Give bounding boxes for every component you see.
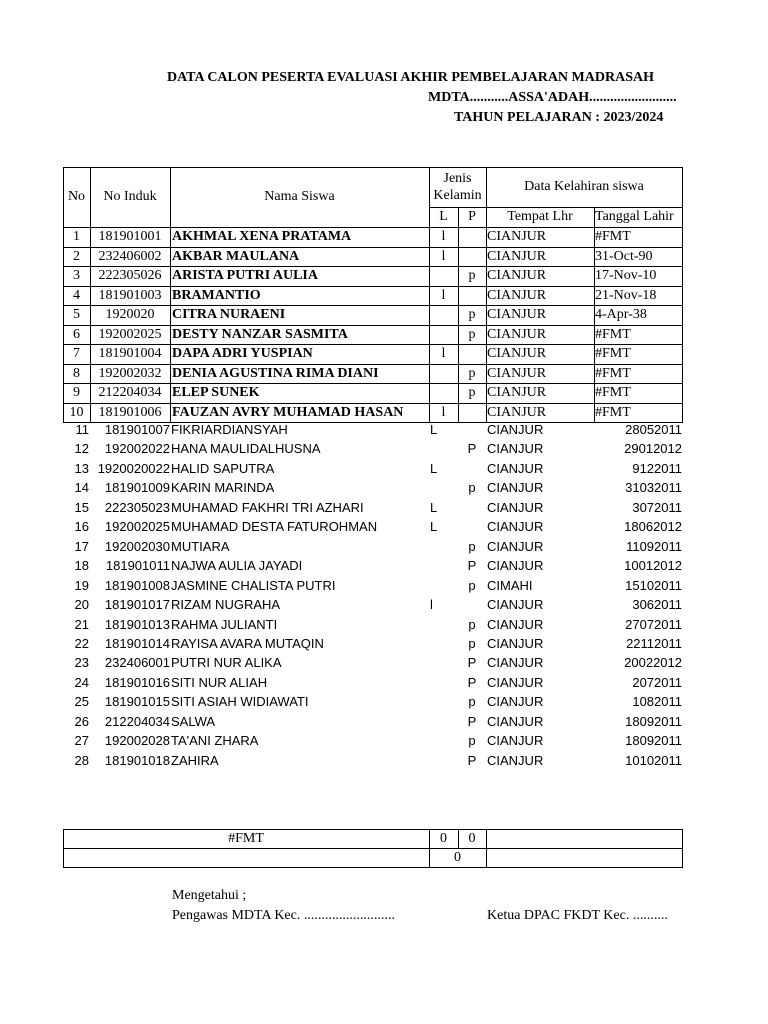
row-gender-l	[429, 325, 458, 345]
plain-row-tanggal: 10102011	[625, 753, 682, 768]
plain-row-no: 12	[74, 441, 89, 456]
row-gender-l: l	[441, 288, 446, 303]
plain-row-tanggal: 22112011	[626, 636, 682, 651]
plain-row-no: 22	[74, 636, 89, 651]
plain-row-nama: TA'ANI ZHARA	[171, 733, 259, 748]
plain-row-tempat: CIANJUR	[487, 519, 544, 534]
plain-row-tempat: CIANJUR	[487, 500, 544, 515]
col-header-nama: Nama Siswa	[264, 189, 335, 204]
plain-row-tempat: CIANJUR	[487, 422, 544, 437]
plain-row-no-induk: 181901009	[104, 480, 170, 495]
plain-row-tanggal: 11092011	[626, 539, 682, 554]
col-border	[63, 167, 64, 423]
plain-row-gender-p	[458, 595, 486, 614]
row-no: 6	[73, 327, 80, 342]
row-no-induk: 181901001	[98, 229, 162, 244]
plain-row-tanggal: 18092011	[625, 733, 682, 748]
row-tanggal: 4-Apr-38	[595, 307, 647, 322]
row-nama: FAUZAN AVRY MUHAMAD HASAN	[172, 405, 404, 420]
plain-row-nama: JASMINE CHALISTA PUTRI	[171, 578, 336, 593]
col-header-jenis: Jenis	[443, 171, 472, 186]
plain-row-gender-p: p	[468, 694, 476, 709]
plain-row-gender-l: L	[430, 519, 438, 534]
plain-row-tanggal: 18062012	[624, 519, 682, 534]
row-tanggal: 17-Nov-10	[595, 268, 657, 283]
plain-row-gender-p: p	[468, 636, 476, 651]
mengetahui-label: Mengetahui ;	[172, 888, 247, 903]
col-border	[170, 167, 171, 423]
row-gender-p: p	[468, 268, 476, 283]
plain-row-tempat: CIANJUR	[487, 539, 544, 554]
plain-row-gender-l	[430, 478, 450, 497]
row-tanggal: #FMT	[595, 229, 631, 244]
row-tempat: CIANJUR	[487, 385, 547, 400]
doc-title-line1: DATA CALON PESERTA EVALUASI AKHIR PEMBELAJARAN MADRASAH	[167, 70, 654, 85]
row-nama: DAPA ADRI YUSPIAN	[172, 346, 313, 361]
plain-row-gender-l	[430, 731, 450, 750]
plain-row-no-induk: 181901011	[105, 558, 170, 573]
col-header-l: L	[439, 209, 448, 224]
plain-row-gender-p: P	[467, 675, 477, 690]
row-tanggal: 21-Nov-18	[595, 288, 657, 303]
summary-label: #FMT	[228, 831, 264, 846]
plain-row-nama: RAHMA JULIANTI	[171, 617, 278, 632]
plain-row-gender-l	[430, 576, 450, 595]
plain-row-no-induk: 181901014	[104, 636, 170, 651]
plain-row-gender-p	[458, 420, 486, 439]
plain-row-no: 24	[74, 675, 89, 690]
plain-row-nama: MUHAMAD DESTA FATUROHMAN	[171, 519, 378, 534]
row-tempat: CIANJUR	[487, 346, 547, 361]
row-tanggal: #FMT	[595, 366, 631, 381]
plain-row-gender-p: P	[467, 558, 477, 573]
plain-row-nama: SITI ASIAH WIDIAWATI	[171, 694, 309, 709]
col-header-kelamin: Kelamin	[433, 188, 482, 203]
plain-row-no: 23	[74, 655, 89, 670]
row-gender-p	[458, 247, 486, 267]
row-gender-l: l	[441, 405, 446, 420]
col-header-data-kelahiran: Data Kelahiran siswa	[524, 179, 644, 194]
plain-row-nama: KARIN MARINDA	[171, 480, 275, 495]
plain-row-tanggal: 1082011	[632, 694, 682, 709]
col-border	[486, 167, 487, 423]
col-header-p: P	[468, 209, 476, 224]
plain-row-no-induk: 192002030	[104, 539, 170, 554]
plain-row-no: 17	[74, 539, 89, 554]
plain-row-no-induk: 192002022	[104, 441, 170, 456]
row-gender-p	[458, 344, 486, 364]
col-border	[429, 167, 430, 423]
summary-mid-border	[63, 848, 683, 849]
row-gender-p: p	[468, 366, 476, 381]
plain-row-nama: RIZAM NUGRAHA	[171, 597, 281, 612]
plain-row-gender-l: L	[430, 500, 438, 515]
row-nama: DENIA AGUSTINA RIMA DIANI	[172, 366, 379, 381]
plain-row-gender-l	[430, 556, 450, 575]
plain-row-gender-l	[430, 692, 450, 711]
row-no-induk: 232406002	[98, 249, 162, 264]
row-nama: DESTY NANZAR SASMITA	[172, 327, 348, 342]
plain-row-no: 19	[74, 578, 89, 593]
summary-col-border	[682, 829, 683, 868]
row-tempat: CIANJUR	[487, 268, 547, 283]
plain-row-no: 27	[74, 733, 89, 748]
row-tempat: CIANJUR	[487, 327, 547, 342]
row-tempat: CIANJUR	[487, 249, 547, 264]
row-no: 3	[73, 268, 80, 283]
plain-row-tempat: CIANJUR	[487, 597, 544, 612]
row-tanggal: #FMT	[595, 405, 631, 420]
plain-row-tanggal: 10012012	[624, 558, 682, 573]
plain-row-tempat: CIANJUR	[487, 714, 544, 729]
plain-row-tanggal: 9122011	[632, 461, 682, 476]
plain-row-no-induk: 181901017	[104, 597, 170, 612]
plain-row-nama: SITI NUR ALIAH	[171, 675, 268, 690]
row-gender-l: l	[441, 249, 446, 264]
row-tempat: CIANJUR	[487, 307, 547, 322]
plain-row-gender-l	[430, 653, 450, 672]
plain-row-tempat: CIANJUR	[487, 636, 544, 651]
plain-row-no-induk: 181901015	[104, 694, 170, 709]
summary-p-total: 0	[468, 831, 476, 846]
plain-row-gender-l	[430, 751, 450, 770]
plain-row-tanggal: 20022012	[624, 655, 682, 670]
plain-row-nama: HANA MAULIDALHUSNA	[171, 441, 321, 456]
plain-row-tempat: CIMAHI	[487, 578, 533, 593]
row-no: 7	[73, 346, 80, 361]
row-tempat: CIANJUR	[487, 229, 547, 244]
row-nama: CITRA NURAENI	[172, 307, 286, 322]
plain-row-no: 11	[75, 422, 89, 437]
row-tempat: CIANJUR	[487, 405, 547, 420]
plain-row-tanggal: 31032011	[625, 480, 682, 495]
row-tanggal: #FMT	[595, 327, 631, 342]
plain-row-no: 28	[74, 753, 89, 768]
plain-row-nama: RAYISA AVARA MUTAQIN	[171, 636, 324, 651]
plain-row-gender-p: p	[468, 617, 476, 632]
plain-row-gender-p: P	[467, 753, 477, 768]
plain-row-tempat: CIANJUR	[487, 694, 544, 709]
plain-row-nama: HALID SAPUTRA	[171, 461, 275, 476]
plain-row-gender-p: p	[468, 480, 476, 495]
plain-row-tempat: CIANJUR	[487, 461, 544, 476]
row-gender-l	[429, 305, 458, 325]
col-border	[682, 167, 683, 423]
plain-row-tanggal: 3062011	[632, 597, 682, 612]
col-header-no: No	[67, 189, 86, 204]
row-gender-l: l	[441, 229, 446, 244]
row-no-induk: 222305026	[98, 268, 162, 283]
summary-bottom-border	[63, 867, 683, 868]
plain-row-no-induk: 232406001	[104, 655, 170, 670]
plain-row-nama: NAJWA AULIA JAYADI	[171, 558, 303, 573]
row-no: 4	[73, 288, 80, 303]
plain-row-tanggal: 27072011	[625, 617, 682, 632]
plain-row-tempat: CIANJUR	[487, 753, 544, 768]
row-gender-p: p	[468, 385, 476, 400]
plain-row-no: 21	[74, 617, 89, 632]
row-no: 5	[73, 307, 80, 322]
plain-row-tempat: CIANJUR	[487, 675, 544, 690]
row-gender-l	[429, 383, 458, 403]
row-nama: AKHMAL XENA PRATAMA	[172, 229, 352, 244]
row-nama: ARISTA PUTRI AULIA	[172, 268, 318, 283]
ketua-signature: Ketua DPAC FKDT Kec. ..........	[487, 908, 668, 923]
row-no: 2	[73, 249, 80, 264]
plain-row-gender-p: P	[467, 714, 477, 729]
plain-row-tanggal: 15102011	[625, 578, 682, 593]
row-gender-p: p	[468, 327, 476, 342]
row-gender-p: p	[468, 307, 476, 322]
plain-row-no-induk: 181901013	[104, 617, 170, 632]
plain-row-gender-l	[430, 537, 450, 556]
plain-row-gender-p: p	[468, 733, 476, 748]
plain-row-tanggal: 29012012	[624, 441, 682, 456]
plain-row-gender-l	[430, 712, 450, 731]
plain-row-no: 13	[74, 461, 89, 476]
col-header-tanggal: Tanggal Lahir	[595, 209, 674, 224]
plain-row-no-induk: 181901008	[104, 578, 170, 593]
row-tanggal: #FMT	[595, 385, 631, 400]
plain-row-no-induk: 192002028	[104, 733, 170, 748]
plain-row-no-induk: 181901018	[104, 753, 170, 768]
plain-row-nama: MUHAMAD FAKHRI TRI AZHARI	[171, 500, 364, 515]
row-nama: AKBAR MAULANA	[172, 249, 300, 264]
plain-row-no-induk: 1920020022	[97, 461, 170, 476]
row-tempat: CIANJUR	[487, 366, 547, 381]
summary-col-border	[486, 829, 487, 868]
row-no-induk: 181901003	[98, 288, 162, 303]
plain-row-gender-l	[430, 615, 450, 634]
row-no-induk: 181901004	[98, 346, 162, 361]
row-gender-l	[429, 266, 458, 286]
plain-row-gender-l: L	[430, 422, 438, 437]
col-header-tempat: Tempat Lhr	[507, 209, 573, 224]
plain-row-no: 18	[74, 558, 89, 573]
plain-row-gender-l	[430, 673, 450, 692]
plain-row-nama: FIKRIARDIANSYAH	[171, 422, 288, 437]
plain-row-tempat: CIANJUR	[487, 441, 544, 456]
row-nama: BRAMANTIO	[172, 288, 261, 303]
row-no: 1	[73, 229, 80, 244]
plain-row-nama: SALWA	[171, 714, 216, 729]
plain-row-nama: PUTRI NUR ALIKA	[171, 655, 282, 670]
plain-row-no: 26	[74, 714, 89, 729]
row-no-induk: 1920020	[105, 307, 155, 322]
plain-row-gender-p	[458, 517, 486, 536]
col-border	[458, 207, 459, 423]
plain-row-gender-l: l	[430, 597, 433, 612]
row-gender-l	[429, 364, 458, 384]
plain-row-gender-p: P	[467, 655, 477, 670]
plain-row-no-induk: 222305023	[104, 500, 170, 515]
plain-row-no-induk: 192002025	[104, 519, 170, 534]
plain-row-tempat: CIANJUR	[487, 480, 544, 495]
col-border	[594, 207, 595, 423]
row-no-induk: 212204034	[98, 385, 162, 400]
plain-row-gender-p	[458, 459, 486, 478]
row-tanggal: 31-Oct-90	[595, 249, 653, 264]
col-border	[90, 167, 91, 423]
plain-row-tempat: CIANJUR	[487, 655, 544, 670]
row-no: 10	[69, 405, 84, 420]
doc-title-line3: TAHUN PELAJARAN : 2023/2024	[454, 110, 664, 125]
plain-row-no: 15	[74, 500, 89, 515]
row-no: 9	[73, 385, 80, 400]
summary-grand-total: 0	[454, 850, 461, 865]
plain-row-no-induk: 181901007	[104, 422, 170, 437]
row-no-induk: 181901006	[98, 405, 162, 420]
row-tempat: CIANJUR	[487, 288, 547, 303]
row-no-induk: 192002025	[98, 327, 162, 342]
row-nama: ELEP SUNEK	[172, 385, 260, 400]
row-no: 8	[73, 366, 80, 381]
col-header-no-induk: No Induk	[103, 189, 157, 204]
plain-row-gender-p: p	[468, 539, 476, 554]
plain-row-no: 20	[74, 597, 89, 612]
row-gender-l: l	[441, 346, 446, 361]
plain-row-no: 14	[74, 480, 89, 495]
plain-row-gender-l: L	[430, 461, 438, 476]
plain-row-gender-p	[458, 498, 486, 517]
plain-row-gender-l	[430, 634, 450, 653]
plain-row-nama: MUTIARA	[171, 539, 230, 554]
plain-row-tanggal: 2072011	[632, 675, 682, 690]
plain-row-no-induk: 181901016	[104, 675, 170, 690]
row-tanggal: #FMT	[595, 346, 631, 361]
row-gender-p	[458, 286, 486, 306]
plain-row-no: 25	[74, 694, 89, 709]
plain-row-tempat: CIANJUR	[487, 733, 544, 748]
plain-row-no-induk: 212204034	[104, 714, 170, 729]
doc-title-line2: MDTA...........ASSA'ADAH.........................	[428, 90, 677, 105]
plain-row-tanggal: 3072011	[632, 500, 682, 515]
plain-row-tempat: CIANJUR	[487, 558, 544, 573]
pengawas-signature: Pengawas MDTA Kec. ..........................	[172, 908, 395, 923]
row-gender-p	[458, 227, 486, 247]
plain-row-tanggal: 18092011	[625, 714, 682, 729]
plain-row-tempat: CIANJUR	[487, 617, 544, 632]
plain-row-gender-p: p	[468, 578, 476, 593]
plain-row-gender-p: P	[467, 441, 477, 456]
plain-row-gender-l	[430, 439, 450, 458]
plain-row-nama: ZAHIRA	[171, 753, 219, 768]
summary-l-total: 0	[440, 831, 447, 846]
plain-row-no: 16	[74, 519, 89, 534]
plain-row-tanggal: 28052011	[625, 422, 682, 437]
row-no-induk: 192002032	[98, 366, 162, 381]
